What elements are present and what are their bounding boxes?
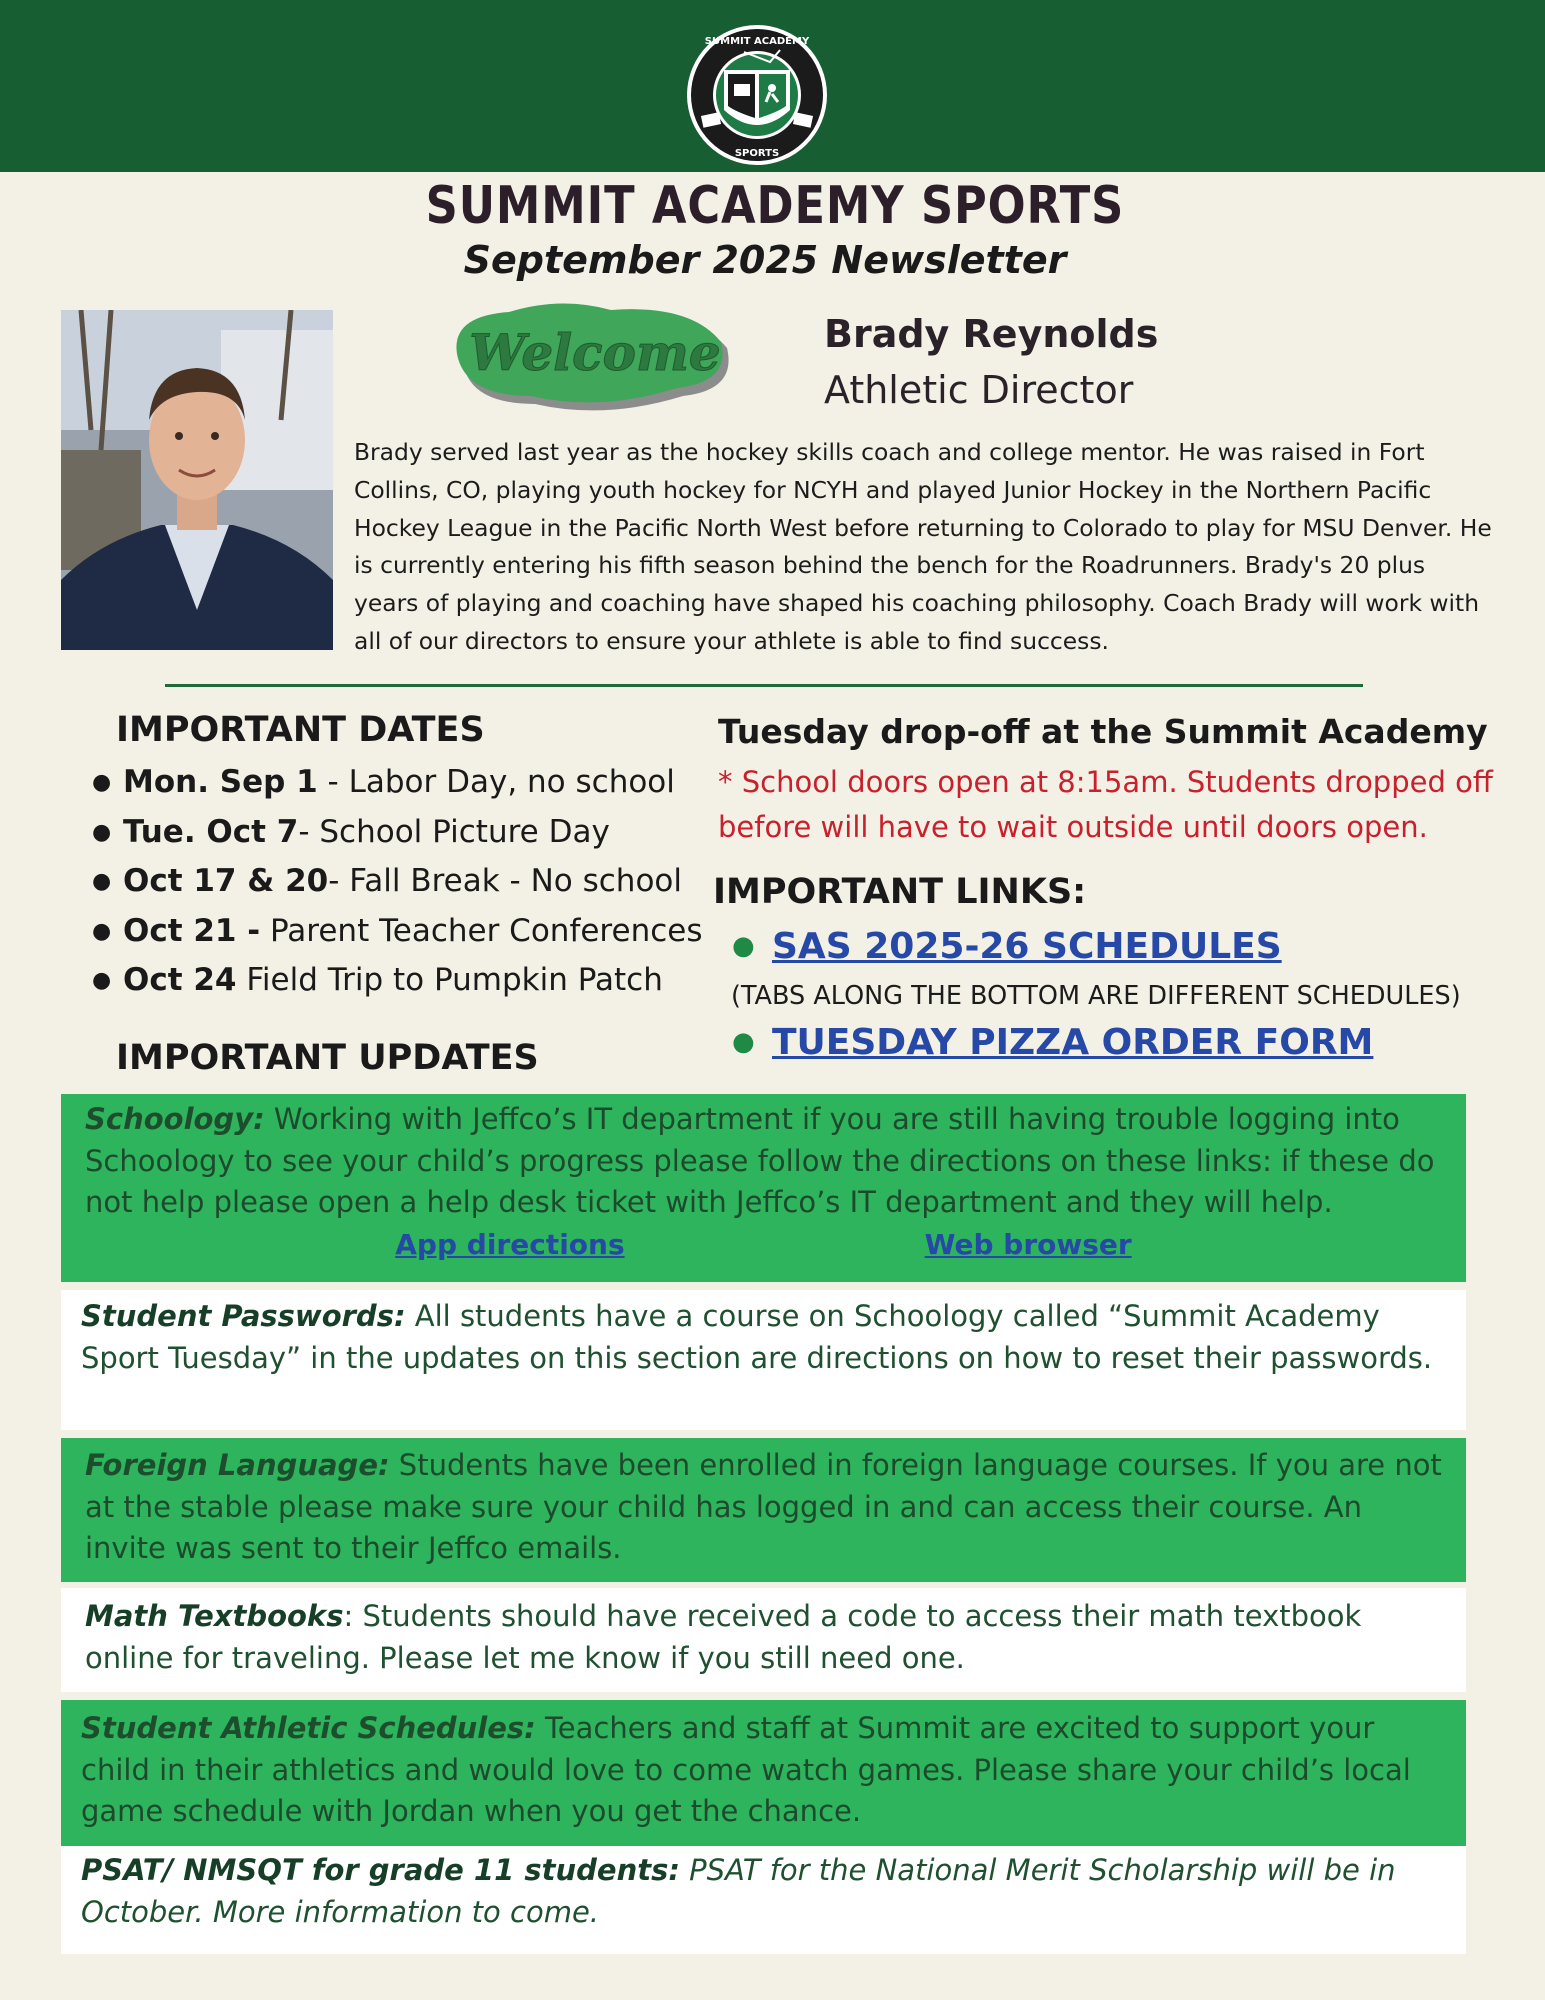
schedules-link-row <box>732 926 1282 967</box>
bullet-icon: ● <box>92 869 112 894</box>
web-browser-link[interactable]: Web browser <box>924 1227 1132 1261</box>
foreign-language-update <box>61 1438 1466 1582</box>
important-updates-heading: IMPORTANT UPDATES <box>116 1038 539 1078</box>
passwords-update <box>61 1290 1466 1430</box>
bullet-icon: ● <box>92 968 112 993</box>
list-item: ● Oct 21 - Parent Teacher Conferences <box>92 912 703 949</box>
director-photo <box>61 310 333 650</box>
svg-text:SPORTS: SPORTS <box>734 148 780 159</box>
list-item: ● Mon. Sep 1 - Labor Day, no school <box>92 764 675 800</box>
schedules-note: (TABS ALONG THE BOTTOM ARE DIFFERENT SCHEDULES) <box>731 981 1461 1011</box>
bullet-icon: ● <box>732 1027 755 1057</box>
bullet-icon: ● <box>92 918 112 944</box>
list-item: ● Tue. Oct 7- School Picture Day <box>92 813 610 850</box>
summit-academy-sports-logo <box>684 22 830 168</box>
psat-update <box>61 1846 1466 1954</box>
important-links-heading: IMPORTANT LINKS: <box>713 872 1087 912</box>
update-text: PSAT for the National Merit Scholarship will be in October. More information to come. <box>81 1853 1396 1929</box>
bullet-icon: ● <box>92 770 112 795</box>
director-name: Brady Reynolds <box>824 312 1159 356</box>
list-item: ● Oct 24 Field Trip to Pumpkin Patch <box>92 962 663 998</box>
update-label: Schoology: <box>85 1102 265 1136</box>
svg-text:Welcome: Welcome <box>469 323 721 382</box>
update-label: Foreign Language: <box>85 1448 390 1482</box>
newsletter-title: SUMMIT ACADEMY SPORTS <box>425 176 1125 236</box>
important-dates-heading: IMPORTANT DATES <box>116 710 485 750</box>
newsletter-subtitle: September 2025 Newsletter <box>463 238 1067 282</box>
update-label: PSAT/ NMSQT for grade 11 students: <box>81 1853 680 1887</box>
update-label: Student Athletic Schedules: <box>81 1711 536 1745</box>
welcome-badge <box>445 292 745 422</box>
schoology-links <box>85 1224 1442 1266</box>
athletic-schedules-update <box>61 1700 1466 1846</box>
pizza-order-link[interactable]: TUESDAY PIZZA ORDER FORM <box>772 1022 1374 1063</box>
update-text: Working with Jeffco’s IT department if you are still having trouble logging into Schoology to see your child’s progress please follow the directions on these links: if these do not help please open a help desk ticket with Jeffco’s IT department and they will help. <box>85 1102 1435 1220</box>
update-text: : Students should have received a code to access their math textbook online for traveling. Please let me know if you still need one. <box>85 1599 1362 1675</box>
update-label: Student Passwords: <box>81 1299 406 1333</box>
tuesday-dropoff-note: * School doors open at 8:15am. Students dropped off before will have to wait outside until doors open. <box>718 765 1493 844</box>
svg-text:SUMMIT ACADEMY: SUMMIT ACADEMY <box>704 36 810 47</box>
update-text: Students have been enrolled in foreign language courses. If you are not at the stable please make sure your child has logged in and can access their course. An invite was sent to their Jeffco emails. <box>85 1448 1442 1566</box>
update-text: All students have a course on Schoology called “Summit Academy Sport Tuesday” in the updates on this section are directions on how to reset their passwords. <box>81 1299 1433 1375</box>
bullet-icon: ● <box>92 819 112 845</box>
schedules-link[interactable]: SAS 2025-26 SCHEDULES <box>772 926 1282 967</box>
important-dates-list <box>92 764 702 1012</box>
app-directions-link[interactable]: App directions <box>395 1227 625 1261</box>
director-role: Athletic Director <box>824 368 1134 412</box>
schoology-update <box>61 1094 1466 1282</box>
bullet-icon: ● <box>732 931 755 961</box>
director-bio: Brady served last year as the hockey skills coach and college mentor. He was raised in Fort Collins, CO, playing youth hockey for NCYH and played Junior Hockey in the Northern Pacific Hockey League in the Pacific North West before returning to Colorado to play for MSU Denver. He is currently entering his fifth season behind the bench for the Roadrunners. Brady's 20 plus years of playing and coaching have shaped his coaching philosophy. Coach Brady will work with all of our directors to ensure your athlete is able to find success. <box>354 438 1492 655</box>
section-divider <box>165 684 1363 687</box>
list-item: ● Oct 17 & 20- Fall Break - No school <box>92 863 682 899</box>
update-label: Math Textbooks <box>85 1599 344 1633</box>
tuesday-dropoff-heading: Tuesday drop-off at the Summit Academy <box>718 712 1488 751</box>
update-text: Teachers and staff at Summit are excited to support your child in their athletics and would love to come watch games. Please share your child’s local game schedule with Jordan when you get the chance. <box>81 1711 1411 1829</box>
pizza-link-row <box>732 1022 1373 1063</box>
math-textbooks-update <box>61 1588 1466 1692</box>
